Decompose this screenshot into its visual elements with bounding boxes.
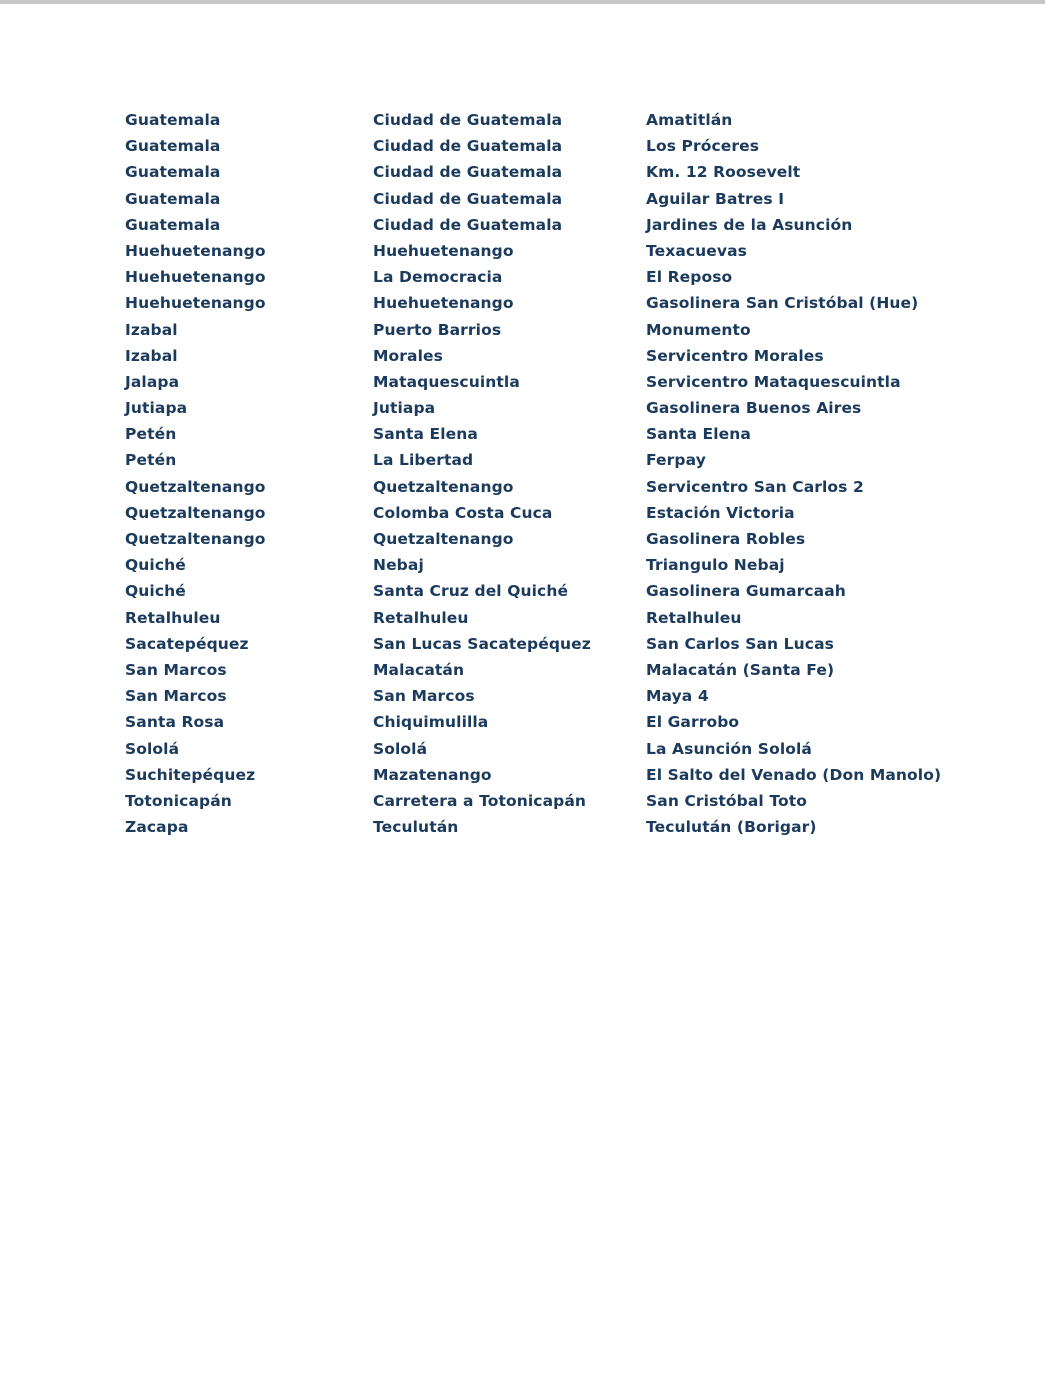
- table-row: [125, 447, 985, 473]
- ciudad-cell: Ciudad de Guatemala: [373, 189, 563, 208]
- estacion-cell: Maya 4: [646, 687, 709, 706]
- table-row: [125, 605, 985, 631]
- estacion-cell: Los Próceres: [646, 137, 760, 156]
- table-row: [125, 552, 985, 578]
- table-row: [125, 186, 985, 212]
- departamento-cell: Guatemala: [125, 163, 221, 182]
- ciudad-cell: San Lucas Sacatepéquez: [373, 634, 591, 653]
- estacion-cell: Estación Victoria: [646, 503, 795, 522]
- ciudad-cell: San Marcos: [373, 687, 475, 706]
- table-row: [125, 578, 985, 604]
- estacion-cell: Gasolinera Buenos Aires: [646, 399, 862, 418]
- departamento-cell: Zacapa: [125, 818, 189, 837]
- table-row: [125, 317, 985, 343]
- ciudad-cell: La Democracia: [373, 268, 503, 287]
- departamento-cell: San Marcos: [125, 687, 227, 706]
- table-row: [125, 343, 985, 369]
- ciudad-cell: Ciudad de Guatemala: [373, 137, 563, 156]
- departamento-cell: Quetzaltenango: [125, 530, 266, 548]
- ciudad-cell: Colomba Costa Cuca: [373, 503, 553, 522]
- table-row: [125, 683, 985, 709]
- ciudad-cell: Quetzaltenango: [373, 477, 514, 496]
- departamento-cell: Jalapa: [125, 372, 180, 391]
- table-row: [125, 238, 985, 264]
- ciudad-cell: Carretera a Totonicapán: [373, 791, 587, 810]
- ciudad-cell: La Libertad: [373, 451, 474, 470]
- ciudad-cell: Santa Cruz del Quiché: [373, 582, 569, 601]
- departamento-cell: Sacatepéquez: [125, 634, 249, 653]
- ciudad-cell: Morales: [373, 346, 443, 365]
- ciudad-cell: Huehuetenango: [373, 294, 514, 313]
- table-row: [125, 133, 985, 159]
- estacion-cell: El Salto del Venado (Don Manolo): [646, 765, 942, 784]
- ciudad-cell: Ciudad de Guatemala: [373, 111, 563, 129]
- table-row: [125, 290, 985, 316]
- ciudad-cell: Nebaj: [373, 556, 424, 575]
- table-row: [125, 264, 985, 290]
- estacion-cell: San Carlos San Lucas: [646, 634, 834, 653]
- departamento-cell: Quiché: [125, 582, 186, 601]
- departamento-cell: Jutiapa: [125, 399, 188, 418]
- estacion-cell: Ferpay: [646, 451, 706, 470]
- table-row: [125, 762, 985, 788]
- departamento-cell: Santa Rosa: [125, 713, 225, 732]
- departamento-cell: Huehuetenango: [125, 294, 266, 313]
- ciudad-cell: Jutiapa: [373, 399, 436, 418]
- estacion-cell: Gasolinera Robles: [646, 530, 806, 548]
- table-row: [125, 788, 985, 814]
- ciudad-cell: Quetzaltenango: [373, 530, 514, 548]
- estacion-cell: La Asunción Sololá: [646, 739, 812, 758]
- departamento-cell: Quetzaltenango: [125, 477, 266, 496]
- departamento-cell: Guatemala: [125, 189, 221, 208]
- departamento-cell: San Marcos: [125, 660, 227, 679]
- ciudad-cell: Chiquimulilla: [373, 713, 489, 732]
- table-row: [125, 657, 985, 683]
- departamento-cell: Sololá: [125, 739, 180, 758]
- table-row: [125, 395, 985, 421]
- ciudad-cell: Teculután: [373, 818, 459, 837]
- departamento-cell: Suchitepéquez: [125, 765, 256, 784]
- table-row: [125, 631, 985, 657]
- departamento-cell: Izabal: [125, 346, 178, 365]
- estacion-cell: Servicentro San Carlos 2: [646, 477, 864, 496]
- estacion-cell: Km. 12 Roosevelt: [646, 163, 801, 182]
- table-row: [125, 107, 985, 133]
- estacion-cell: Triangulo Nebaj: [646, 556, 785, 575]
- table-row: [125, 474, 985, 500]
- departamento-cell: Petén: [125, 425, 177, 444]
- estacion-cell: Amatitlán: [646, 111, 733, 129]
- estacion-cell: Texacuevas: [646, 241, 748, 260]
- estacion-cell: El Reposo: [646, 268, 733, 287]
- departamento-cell: Guatemala: [125, 111, 221, 129]
- departamento-cell: Huehuetenango: [125, 268, 266, 287]
- departamento-cell: Quetzaltenango: [125, 503, 266, 522]
- table-row: [125, 369, 985, 395]
- estacion-cell: Servicentro Mataquescuintla: [646, 372, 901, 391]
- departamento-cell: Guatemala: [125, 215, 221, 234]
- estacion-cell: Aguilar Batres I: [646, 189, 785, 208]
- ciudad-cell: Puerto Barrios: [373, 320, 502, 339]
- estacion-cell: Servicentro Morales: [646, 346, 824, 365]
- estacion-cell: Santa Elena: [646, 425, 751, 444]
- departamento-cell: Retalhuleu: [125, 608, 221, 627]
- table-row: [125, 709, 985, 735]
- table-row: [125, 500, 985, 526]
- table-row: [125, 212, 985, 238]
- ciudad-cell: Mataquescuintla: [373, 372, 520, 391]
- station-list-table: [125, 107, 985, 840]
- top-divider: [0, 0, 1045, 4]
- departamento-cell: Quiché: [125, 556, 186, 575]
- ciudad-cell: Mazatenango: [373, 765, 492, 784]
- departamento-cell: Izabal: [125, 320, 178, 339]
- estacion-cell: Gasolinera Gumarcaah: [646, 582, 846, 601]
- ciudad-cell: Ciudad de Guatemala: [373, 163, 563, 182]
- departamento-cell: Guatemala: [125, 137, 221, 156]
- estacion-cell: Gasolinera San Cristóbal (Hue): [646, 294, 919, 313]
- ciudad-cell: Retalhuleu: [373, 608, 469, 627]
- table-row: [125, 736, 985, 762]
- estacion-cell: Retalhuleu: [646, 608, 742, 627]
- ciudad-cell: Santa Elena: [373, 425, 478, 444]
- ciudad-cell: Ciudad de Guatemala: [373, 215, 563, 234]
- departamento-cell: Huehuetenango: [125, 241, 266, 260]
- ciudad-cell: Huehuetenango: [373, 241, 514, 260]
- table-row: [125, 159, 985, 185]
- estacion-cell: Monumento: [646, 320, 751, 339]
- ciudad-cell: Sololá: [373, 739, 428, 758]
- ciudad-cell: Malacatán: [373, 660, 465, 679]
- departamento-cell: Petén: [125, 451, 177, 470]
- table-row: [125, 526, 985, 552]
- estacion-cell: Jardines de la Asunción: [646, 215, 853, 234]
- estacion-cell: El Garrobo: [646, 713, 740, 732]
- estacion-cell: Teculután (Borigar): [646, 818, 817, 837]
- estacion-cell: Malacatán (Santa Fe): [646, 660, 835, 679]
- estacion-cell: San Cristóbal Toto: [646, 791, 807, 810]
- table-row: [125, 421, 985, 447]
- table-row: [125, 814, 985, 840]
- departamento-cell: Totonicapán: [125, 791, 232, 810]
